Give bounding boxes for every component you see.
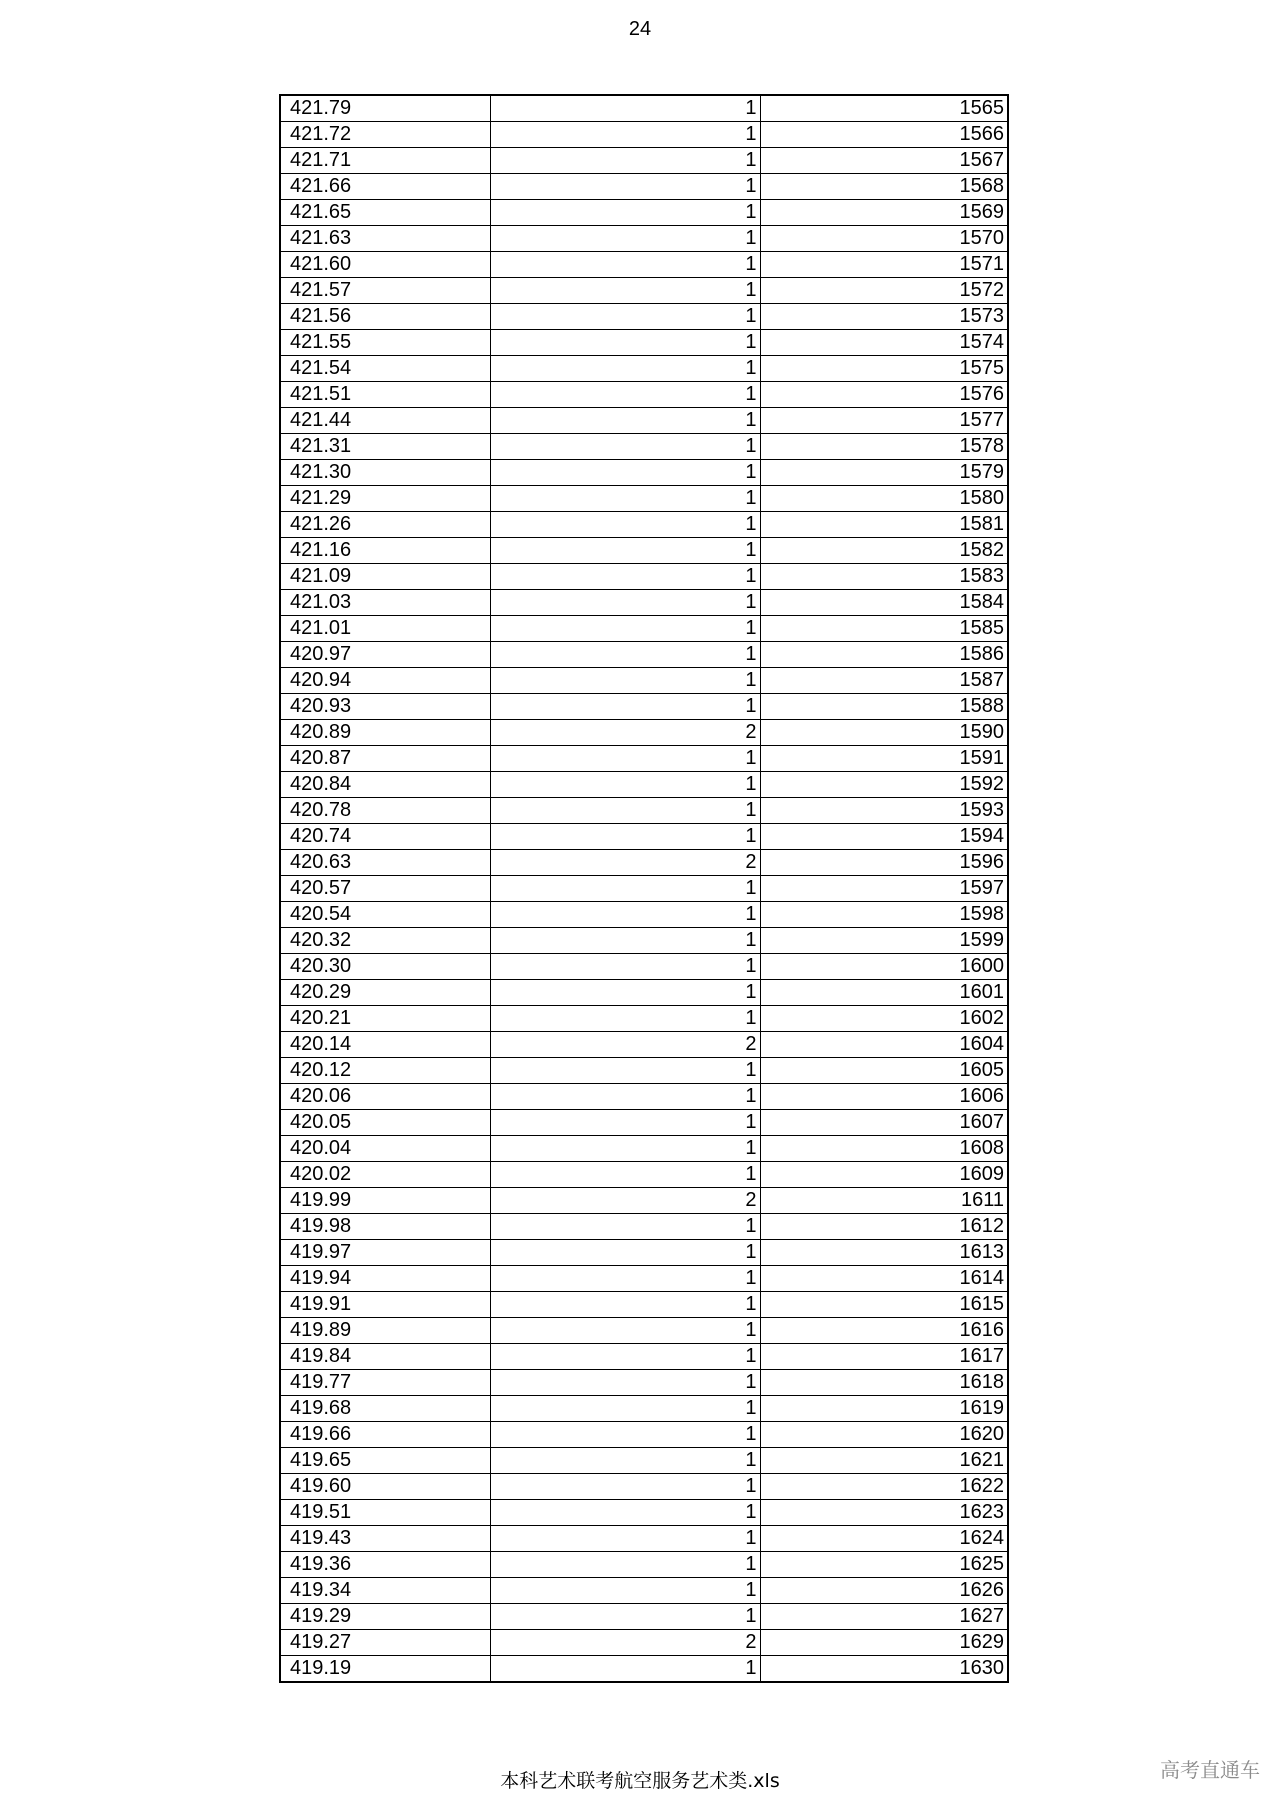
score-cell: 420.02: [280, 1162, 490, 1188]
cumulative-cell: 1618: [760, 1370, 1008, 1396]
score-cell: 421.51: [280, 382, 490, 408]
cumulative-cell: 1623: [760, 1500, 1008, 1526]
cumulative-cell: 1565: [760, 95, 1008, 122]
table-row: [280, 278, 1008, 304]
cumulative-cell: 1591: [760, 746, 1008, 772]
table-row: [280, 304, 1008, 330]
score-cell: 419.99: [280, 1188, 490, 1214]
cumulative-cell: 1585: [760, 616, 1008, 642]
cumulative-cell: 1593: [760, 798, 1008, 824]
cumulative-cell: 1602: [760, 1006, 1008, 1032]
count-cell: 2: [490, 1032, 760, 1058]
table-row: [280, 1136, 1008, 1162]
count-cell: 1: [490, 226, 760, 252]
table-row: [280, 694, 1008, 720]
count-cell: 1: [490, 668, 760, 694]
count-cell: 1: [490, 772, 760, 798]
cumulative-cell: 1616: [760, 1318, 1008, 1344]
count-cell: 2: [490, 850, 760, 876]
count-cell: 1: [490, 1344, 760, 1370]
cumulative-cell: 1575: [760, 356, 1008, 382]
score-cell: 420.87: [280, 746, 490, 772]
count-cell: 2: [490, 720, 760, 746]
table-row: [280, 850, 1008, 876]
table-row: [280, 460, 1008, 486]
cumulative-cell: 1629: [760, 1630, 1008, 1656]
score-cell: 419.91: [280, 1292, 490, 1318]
score-cell: 419.34: [280, 1578, 490, 1604]
score-cell: 419.27: [280, 1630, 490, 1656]
count-cell: 1: [490, 1396, 760, 1422]
cumulative-cell: 1582: [760, 538, 1008, 564]
count-cell: 1: [490, 1578, 760, 1604]
table-row: [280, 226, 1008, 252]
count-cell: 2: [490, 1188, 760, 1214]
score-table: [279, 94, 1009, 1683]
table-row: [280, 252, 1008, 278]
table-row: [280, 1630, 1008, 1656]
count-cell: 1: [490, 746, 760, 772]
count-cell: 1: [490, 902, 760, 928]
score-cell: 421.54: [280, 356, 490, 382]
table-row: [280, 746, 1008, 772]
table-row: [280, 1552, 1008, 1578]
count-cell: 1: [490, 1292, 760, 1318]
cumulative-cell: 1626: [760, 1578, 1008, 1604]
table-row: [280, 772, 1008, 798]
cumulative-cell: 1578: [760, 434, 1008, 460]
count-cell: 1: [490, 252, 760, 278]
table-row: [280, 512, 1008, 538]
count-cell: 1: [490, 1448, 760, 1474]
count-cell: 1: [490, 1422, 760, 1448]
count-cell: 1: [490, 148, 760, 174]
score-cell: 421.55: [280, 330, 490, 356]
score-cell: 421.09: [280, 564, 490, 590]
table-row: [280, 1370, 1008, 1396]
cumulative-cell: 1615: [760, 1292, 1008, 1318]
cumulative-cell: 1625: [760, 1552, 1008, 1578]
table-row: [280, 1162, 1008, 1188]
table-row: [280, 590, 1008, 616]
score-cell: 419.77: [280, 1370, 490, 1396]
table-row: [280, 564, 1008, 590]
score-cell: 419.94: [280, 1266, 490, 1292]
score-cell: 420.12: [280, 1058, 490, 1084]
cumulative-cell: 1572: [760, 278, 1008, 304]
table-row: [280, 824, 1008, 850]
table-row: [280, 798, 1008, 824]
score-cell: 419.36: [280, 1552, 490, 1578]
cumulative-cell: 1601: [760, 980, 1008, 1006]
cumulative-cell: 1619: [760, 1396, 1008, 1422]
table-row: [280, 902, 1008, 928]
footer-filename: 本科艺术联考航空服务艺术类.xls: [500, 1770, 780, 1792]
count-cell: 1: [490, 694, 760, 720]
score-cell: 420.30: [280, 954, 490, 980]
score-cell: 420.21: [280, 1006, 490, 1032]
table-row: [280, 668, 1008, 694]
score-cell: 420.57: [280, 876, 490, 902]
table-row: [280, 642, 1008, 668]
count-cell: 1: [490, 824, 760, 850]
cumulative-cell: 1624: [760, 1526, 1008, 1552]
table-row: [280, 616, 1008, 642]
count-cell: 1: [490, 1474, 760, 1500]
cumulative-cell: 1590: [760, 720, 1008, 746]
score-cell: 419.29: [280, 1604, 490, 1630]
table-row: [280, 330, 1008, 356]
table-row: [280, 1448, 1008, 1474]
score-cell: 421.03: [280, 590, 490, 616]
score-cell: 419.84: [280, 1344, 490, 1370]
score-cell: 420.74: [280, 824, 490, 850]
cumulative-cell: 1583: [760, 564, 1008, 590]
score-cell: 420.04: [280, 1136, 490, 1162]
cumulative-cell: 1608: [760, 1136, 1008, 1162]
score-cell: 420.84: [280, 772, 490, 798]
table-row: [280, 1188, 1008, 1214]
cumulative-cell: 1570: [760, 226, 1008, 252]
table-row: [280, 1578, 1008, 1604]
table-row: [280, 95, 1008, 122]
count-cell: 1: [490, 1500, 760, 1526]
count-cell: 1: [490, 512, 760, 538]
count-cell: 1: [490, 95, 760, 122]
score-cell: 421.31: [280, 434, 490, 460]
table-row: [280, 980, 1008, 1006]
table-row: [280, 122, 1008, 148]
count-cell: 1: [490, 798, 760, 824]
table-row: [280, 1058, 1008, 1084]
cumulative-cell: 1571: [760, 252, 1008, 278]
table-row: [280, 382, 1008, 408]
score-cell: 420.54: [280, 902, 490, 928]
table-row: [280, 876, 1008, 902]
table-row: [280, 1084, 1008, 1110]
table-row: [280, 928, 1008, 954]
table-row: [280, 1032, 1008, 1058]
cumulative-cell: 1627: [760, 1604, 1008, 1630]
count-cell: 1: [490, 1110, 760, 1136]
watermark: 高考直通车: [1160, 1758, 1260, 1782]
cumulative-cell: 1600: [760, 954, 1008, 980]
page-number: 24: [628, 18, 652, 40]
count-cell: 1: [490, 590, 760, 616]
count-cell: 1: [490, 356, 760, 382]
score-cell: 419.43: [280, 1526, 490, 1552]
count-cell: 1: [490, 616, 760, 642]
cumulative-cell: 1586: [760, 642, 1008, 668]
count-cell: 1: [490, 174, 760, 200]
score-cell: 421.16: [280, 538, 490, 564]
table-row: [280, 1344, 1008, 1370]
count-cell: 2: [490, 1630, 760, 1656]
score-cell: 420.05: [280, 1110, 490, 1136]
table-row: [280, 1422, 1008, 1448]
cumulative-cell: 1622: [760, 1474, 1008, 1500]
count-cell: 1: [490, 642, 760, 668]
table-row: [280, 486, 1008, 512]
cumulative-cell: 1577: [760, 408, 1008, 434]
table-row: [280, 1526, 1008, 1552]
count-cell: 1: [490, 1058, 760, 1084]
table-row: [280, 1110, 1008, 1136]
count-cell: 1: [490, 1526, 760, 1552]
score-cell: 421.71: [280, 148, 490, 174]
score-cell: 419.60: [280, 1474, 490, 1500]
table-row: [280, 1006, 1008, 1032]
cumulative-cell: 1613: [760, 1240, 1008, 1266]
cumulative-cell: 1614: [760, 1266, 1008, 1292]
count-cell: 1: [490, 486, 760, 512]
count-cell: 1: [490, 564, 760, 590]
score-cell: 419.51: [280, 1500, 490, 1526]
cumulative-cell: 1607: [760, 1110, 1008, 1136]
table-row: [280, 1214, 1008, 1240]
table-row: [280, 1240, 1008, 1266]
count-cell: 1: [490, 408, 760, 434]
score-cell: 419.19: [280, 1656, 490, 1683]
count-cell: 1: [490, 200, 760, 226]
count-cell: 1: [490, 954, 760, 980]
score-cell: 419.65: [280, 1448, 490, 1474]
table-row: [280, 538, 1008, 564]
cumulative-cell: 1612: [760, 1214, 1008, 1240]
cumulative-cell: 1587: [760, 668, 1008, 694]
count-cell: 1: [490, 1266, 760, 1292]
score-cell: 421.79: [280, 95, 490, 122]
score-cell: 419.97: [280, 1240, 490, 1266]
score-cell: 420.97: [280, 642, 490, 668]
table-row: [280, 174, 1008, 200]
cumulative-cell: 1584: [760, 590, 1008, 616]
score-cell: 421.29: [280, 486, 490, 512]
count-cell: 1: [490, 538, 760, 564]
cumulative-cell: 1576: [760, 382, 1008, 408]
cumulative-cell: 1597: [760, 876, 1008, 902]
score-cell: 420.06: [280, 1084, 490, 1110]
cumulative-cell: 1599: [760, 928, 1008, 954]
count-cell: 1: [490, 928, 760, 954]
cumulative-cell: 1606: [760, 1084, 1008, 1110]
count-cell: 1: [490, 434, 760, 460]
count-cell: 1: [490, 1604, 760, 1630]
cumulative-cell: 1617: [760, 1344, 1008, 1370]
table-row: [280, 1292, 1008, 1318]
cumulative-cell: 1630: [760, 1656, 1008, 1683]
table-row: [280, 408, 1008, 434]
count-cell: 1: [490, 460, 760, 486]
score-cell: 420.78: [280, 798, 490, 824]
cumulative-cell: 1592: [760, 772, 1008, 798]
score-cell: 420.29: [280, 980, 490, 1006]
score-cell: 419.66: [280, 1422, 490, 1448]
cumulative-cell: 1581: [760, 512, 1008, 538]
score-cell: 420.32: [280, 928, 490, 954]
table-row: [280, 1396, 1008, 1422]
cumulative-cell: 1568: [760, 174, 1008, 200]
cumulative-cell: 1609: [760, 1162, 1008, 1188]
score-cell: 421.66: [280, 174, 490, 200]
count-cell: 1: [490, 1136, 760, 1162]
cumulative-cell: 1566: [760, 122, 1008, 148]
count-cell: 1: [490, 1214, 760, 1240]
score-cell: 421.72: [280, 122, 490, 148]
score-cell: 420.89: [280, 720, 490, 746]
score-cell: 421.56: [280, 304, 490, 330]
table-row: [280, 1604, 1008, 1630]
count-cell: 1: [490, 876, 760, 902]
count-cell: 1: [490, 122, 760, 148]
cumulative-cell: 1621: [760, 1448, 1008, 1474]
count-cell: 1: [490, 278, 760, 304]
table-row: [280, 954, 1008, 980]
score-cell: 421.44: [280, 408, 490, 434]
cumulative-cell: 1605: [760, 1058, 1008, 1084]
count-cell: 1: [490, 1240, 760, 1266]
table-row: [280, 1500, 1008, 1526]
cumulative-cell: 1611: [760, 1188, 1008, 1214]
table-row: [280, 1474, 1008, 1500]
table-row: [280, 148, 1008, 174]
table-row: [280, 1266, 1008, 1292]
score-table-body: [280, 95, 1008, 1682]
count-cell: 1: [490, 1006, 760, 1032]
score-cell: 421.65: [280, 200, 490, 226]
count-cell: 1: [490, 1084, 760, 1110]
score-cell: 421.26: [280, 512, 490, 538]
table-row: [280, 720, 1008, 746]
count-cell: 1: [490, 382, 760, 408]
table-row: [280, 434, 1008, 460]
table-row: [280, 1318, 1008, 1344]
score-cell: 420.93: [280, 694, 490, 720]
count-cell: 1: [490, 1552, 760, 1578]
score-cell: 421.01: [280, 616, 490, 642]
cumulative-cell: 1594: [760, 824, 1008, 850]
score-cell: 421.30: [280, 460, 490, 486]
table-row: [280, 1656, 1008, 1683]
score-cell: 421.60: [280, 252, 490, 278]
count-cell: 1: [490, 1318, 760, 1344]
cumulative-cell: 1569: [760, 200, 1008, 226]
score-cell: 420.63: [280, 850, 490, 876]
score-cell: 420.14: [280, 1032, 490, 1058]
count-cell: 1: [490, 980, 760, 1006]
score-cell: 420.94: [280, 668, 490, 694]
score-cell: 419.68: [280, 1396, 490, 1422]
cumulative-cell: 1620: [760, 1422, 1008, 1448]
cumulative-cell: 1567: [760, 148, 1008, 174]
cumulative-cell: 1579: [760, 460, 1008, 486]
table-row: [280, 356, 1008, 382]
count-cell: 1: [490, 1656, 760, 1683]
score-cell: 421.57: [280, 278, 490, 304]
cumulative-cell: 1598: [760, 902, 1008, 928]
table-row: [280, 200, 1008, 226]
score-cell: 419.89: [280, 1318, 490, 1344]
cumulative-cell: 1573: [760, 304, 1008, 330]
score-cell: 421.63: [280, 226, 490, 252]
count-cell: 1: [490, 1162, 760, 1188]
count-cell: 1: [490, 1370, 760, 1396]
cumulative-cell: 1588: [760, 694, 1008, 720]
score-cell: 419.98: [280, 1214, 490, 1240]
cumulative-cell: 1580: [760, 486, 1008, 512]
count-cell: 1: [490, 330, 760, 356]
cumulative-cell: 1574: [760, 330, 1008, 356]
count-cell: 1: [490, 304, 760, 330]
cumulative-cell: 1596: [760, 850, 1008, 876]
cumulative-cell: 1604: [760, 1032, 1008, 1058]
